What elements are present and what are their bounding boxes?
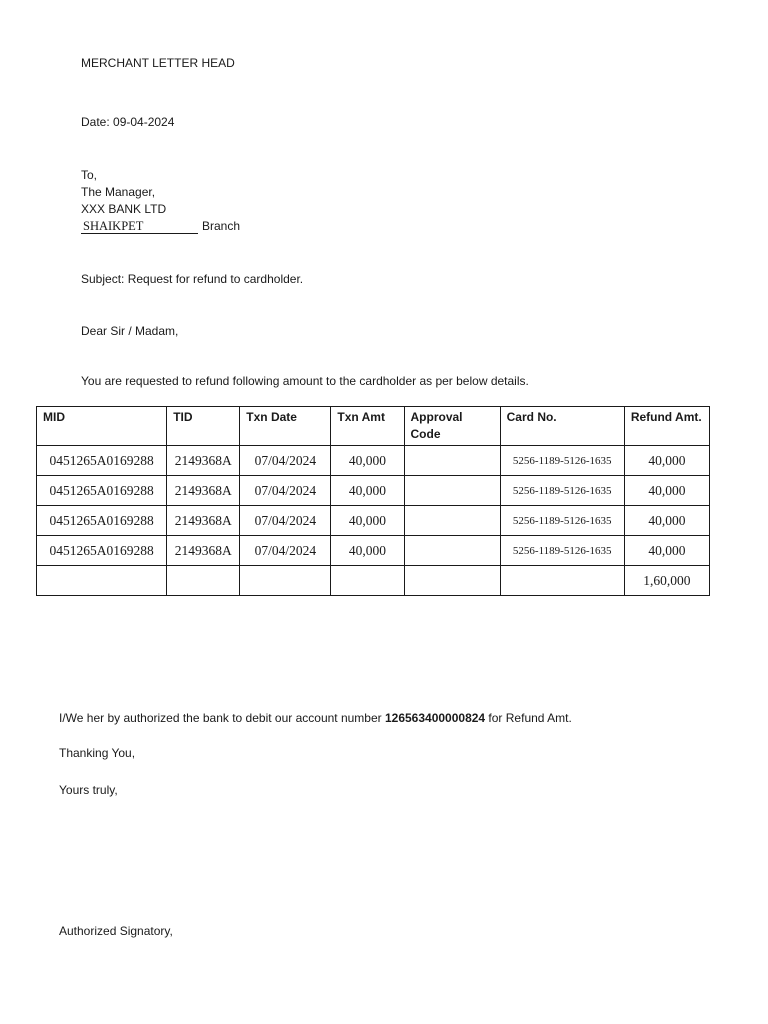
address-manager: The Manager, (81, 185, 156, 199)
header-mid: MID (37, 407, 167, 446)
closing-line: Yours truly, (59, 783, 118, 797)
cell-txn-amt: 40,000 (331, 536, 404, 566)
branch-label: Branch (202, 219, 241, 233)
authorization-suffix: for Refund Amt. (485, 711, 572, 725)
cell-tid: 2149368A (167, 446, 240, 476)
table-row (37, 506, 710, 536)
cell-refund-amt: 40,000 (624, 506, 709, 536)
cell-empty (240, 566, 331, 596)
cell-empty (37, 566, 167, 596)
table-row (37, 446, 710, 476)
address-branch (81, 218, 240, 235)
cell-approval-code (404, 536, 500, 566)
cell-mid: 0451265A0169288 (37, 506, 167, 536)
cell-mid: 0451265A0169288 (37, 476, 167, 506)
account-number: 126563400000824 (384, 711, 486, 725)
salutation: Dear Sir / Madam, (81, 324, 179, 338)
header-tid: TID (167, 407, 240, 446)
cell-card-no: 5256-1189-5126-1635 (500, 506, 624, 536)
table-row (37, 536, 710, 566)
cell-empty (500, 566, 624, 596)
authorization-statement (59, 710, 572, 727)
table-total-row (37, 566, 710, 596)
letter-date: Date: 09-04-2024 (81, 115, 175, 129)
total-refund-amt: 1,60,000 (624, 566, 709, 596)
branch-name: SHAIKPET (81, 219, 198, 234)
table-header-row (37, 407, 710, 446)
address-to: To, (81, 168, 98, 182)
table-row (37, 476, 710, 506)
cell-empty (331, 566, 404, 596)
cell-tid: 2149368A (167, 506, 240, 536)
signatory-line: Authorized Signatory, (59, 924, 173, 938)
cell-txn-date: 07/04/2024 (240, 536, 331, 566)
authorization-prefix: I/We her by authorized the bank to debit our account number (59, 711, 385, 725)
intro-paragraph: You are requested to refund following amount to the cardholder as per below details. (81, 374, 529, 388)
cell-refund-amt: 40,000 (624, 476, 709, 506)
cell-approval-code (404, 506, 500, 536)
header-refund-amt: Refund Amt. (624, 407, 709, 446)
thanks-line: Thanking You, (59, 746, 136, 760)
address-bank: XXX BANK LTD (81, 202, 167, 216)
cell-card-no: 5256-1189-5126-1635 (500, 476, 624, 506)
header-approval-code: Approval Code (404, 407, 500, 446)
cell-txn-date: 07/04/2024 (240, 476, 331, 506)
cell-card-no: 5256-1189-5126-1635 (500, 446, 624, 476)
cell-refund-amt: 40,000 (624, 446, 709, 476)
cell-approval-code (404, 476, 500, 506)
header-card-no: Card No. (500, 407, 624, 446)
cell-txn-amt: 40,000 (331, 506, 404, 536)
cell-tid: 2149368A (167, 536, 240, 566)
subject-line: Subject: Request for refund to cardholder. (81, 272, 304, 286)
cell-tid: 2149368A (167, 476, 240, 506)
cell-mid: 0451265A0169288 (37, 446, 167, 476)
cell-empty (404, 566, 500, 596)
header-txn-date: Txn Date (240, 407, 331, 446)
cell-card-no: 5256-1189-5126-1635 (500, 536, 624, 566)
header-txn-amt: Txn Amt (331, 407, 404, 446)
cell-txn-amt: 40,000 (331, 476, 404, 506)
cell-refund-amt: 40,000 (624, 536, 709, 566)
refund-details-table (36, 406, 710, 596)
cell-mid: 0451265A0169288 (37, 536, 167, 566)
cell-approval-code (404, 446, 500, 476)
cell-txn-amt: 40,000 (331, 446, 404, 476)
letterhead: MERCHANT LETTER HEAD (81, 56, 235, 70)
cell-txn-date: 07/04/2024 (240, 506, 331, 536)
cell-empty (167, 566, 240, 596)
cell-txn-date: 07/04/2024 (240, 446, 331, 476)
